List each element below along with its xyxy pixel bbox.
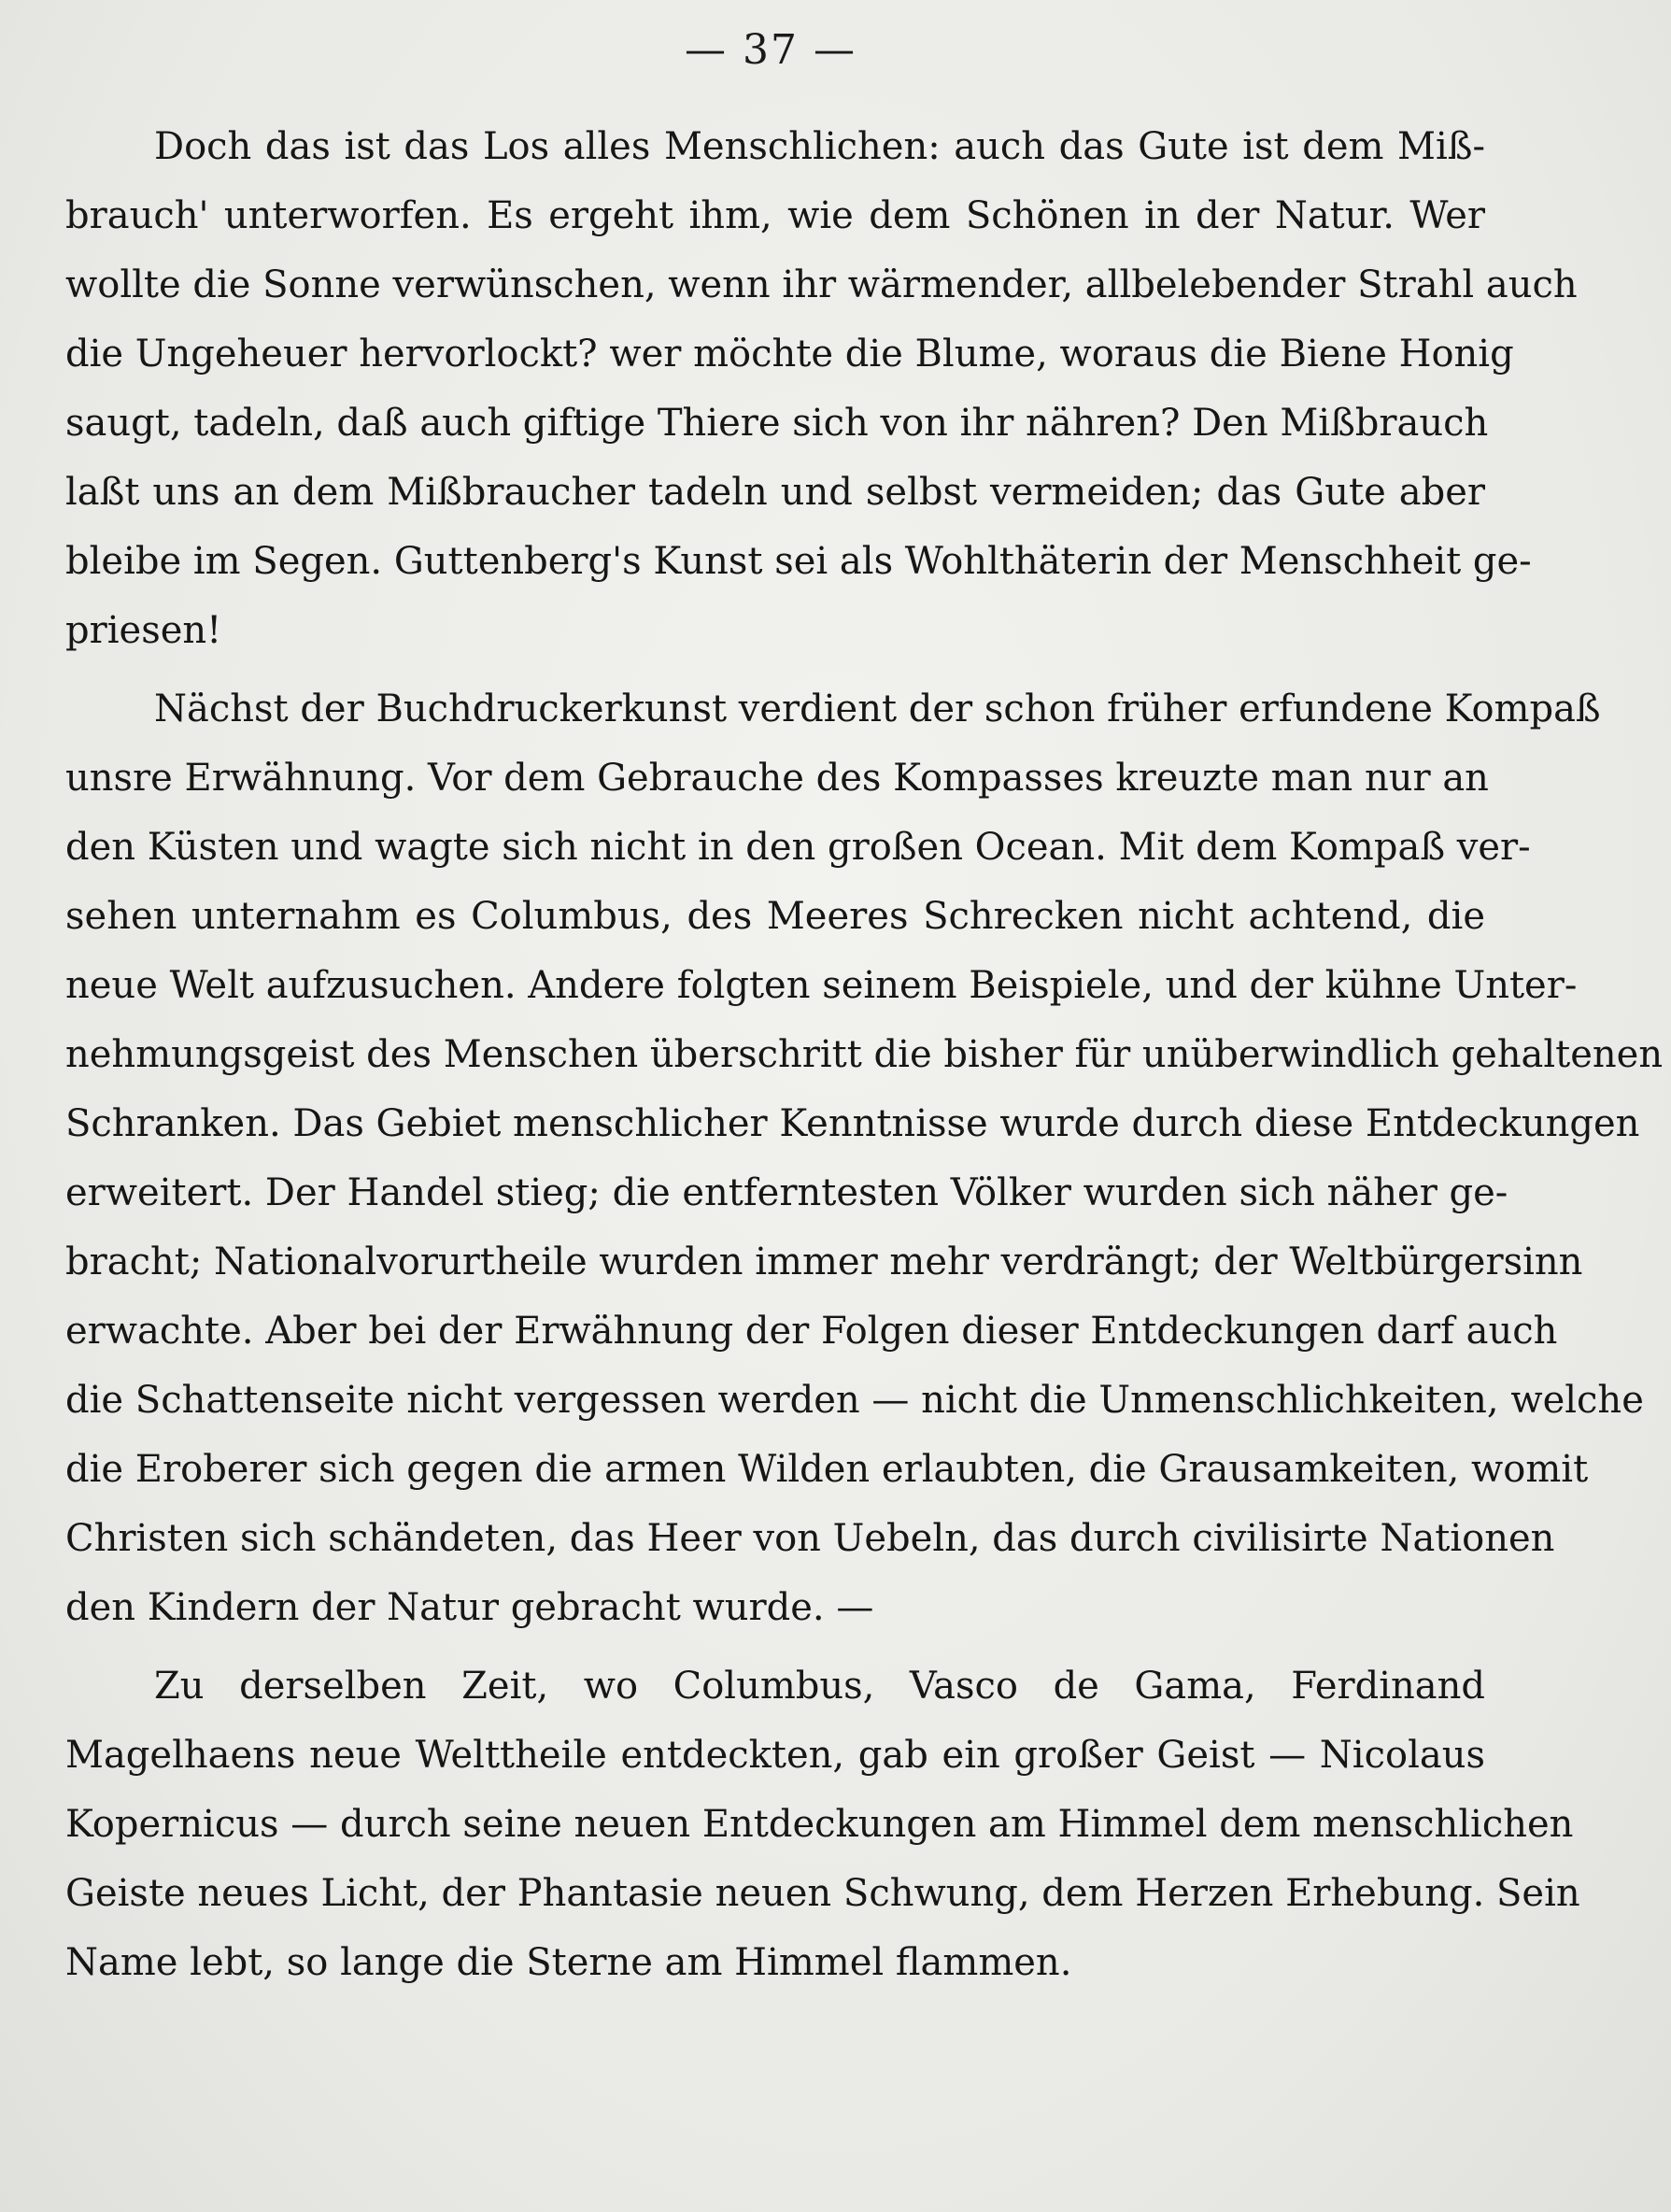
text-line: den Kindern der Natur gebracht wurde. — [65,1586,874,1629]
text-line: bleibe im Segen. Guttenberg's Kunst sei als Wohlthäterin der Menschheit ge- [65,540,1532,583]
paragraph-1 [65,112,1578,665]
text-line: Kopernicus — durch seine neuen Entdeckungen am Himmel dem menschlichen [65,1803,1574,1846]
text-line: saugt, tadeln, daß auch giftige Thiere sich von ihr nähren? Den Mißbrauch [65,402,1489,445]
text-line: Geiste neues Licht, der Phantasie neuen Schwung, dem Herzen Erhebung. Sein [65,1872,1580,1915]
text-line: sehen unternahm es Columbus, des Meeres Schrecken nicht achtend, die [65,895,1485,938]
text-line: priesen! [65,609,222,652]
text-line: erweitert. Der Handel stieg; die entferntesten Völker wurden sich näher ge- [65,1171,1508,1214]
text-line: brauch' unterworfen. Es ergeht ihm, wie dem Schönen in der Natur. Wer [65,194,1485,237]
text-line: unsre Erwähnung. Vor dem Gebrauche des Kompasses kreuzte man nur an [65,757,1489,800]
body-text [65,112,1664,1997]
text-line: Doch das ist das Los alles Menschlichen: auch das Gute ist dem Miß- [154,125,1485,168]
page-number: — 37 — [685,26,857,74]
text-line: Schranken. Das Gebiet menschlicher Kenntnisse wurde durch diese Entdeckungen [65,1102,1640,1145]
text-line: die Eroberer sich gegen die armen Wilden erlaubten, die Grausamkeiten, womit [65,1448,1589,1491]
text-line: den Küsten und wagte sich nicht in den großen Ocean. Mit dem Kompaß ver- [65,826,1531,869]
paragraph-3 [65,1652,1580,1997]
paragraph-2 [65,674,1664,1642]
text-line: Nächst der Buchdruckerkunst verdient der schon früher erfundene Kompaß [154,688,1601,730]
text-line: erwachte. Aber bei der Erwähnung der Folgen dieser Entdeckungen darf auch [65,1310,1558,1353]
text-line: Christen sich schändeten, das Heer von Uebeln, das durch civilisirte Nationen [65,1517,1555,1560]
text-line: wollte die Sonne verwünschen, wenn ihr wärmender, allbelebender Strahl auch [65,263,1578,306]
text-line: Zu derselben Zeit, wo Columbus, Vasco de Gama, Ferdinand [154,1665,1485,1708]
text-line: Magelhaens neue Welttheile entdeckten, gab ein großer Geist — Nicolaus [65,1734,1485,1777]
text-line: neue Welt aufzusuchen. Andere folgten seinem Beispiele, und der kühne Unter- [65,964,1578,1007]
text-line: laßt uns an dem Mißbraucher tadeln und selbst vermeiden; das Gute aber [65,471,1485,514]
text-line: bracht; Nationalvorurtheile wurden immer mehr verdrängt; der Weltbürgersinn [65,1241,1583,1283]
text-line: nehmungsgeist des Menschen überschritt die bisher für unüberwindlich gehaltenen [65,1033,1664,1076]
text-line: die Ungeheuer hervorlockt? wer möchte die Blume, woraus die Biene Honig [65,333,1514,376]
text-line: Name lebt, so lange die Sterne am Himmel flammen. [65,1941,1072,1984]
text-line: die Schattenseite nicht vergessen werden — nicht die Unmenschlichkeiten, welche [65,1379,1644,1422]
